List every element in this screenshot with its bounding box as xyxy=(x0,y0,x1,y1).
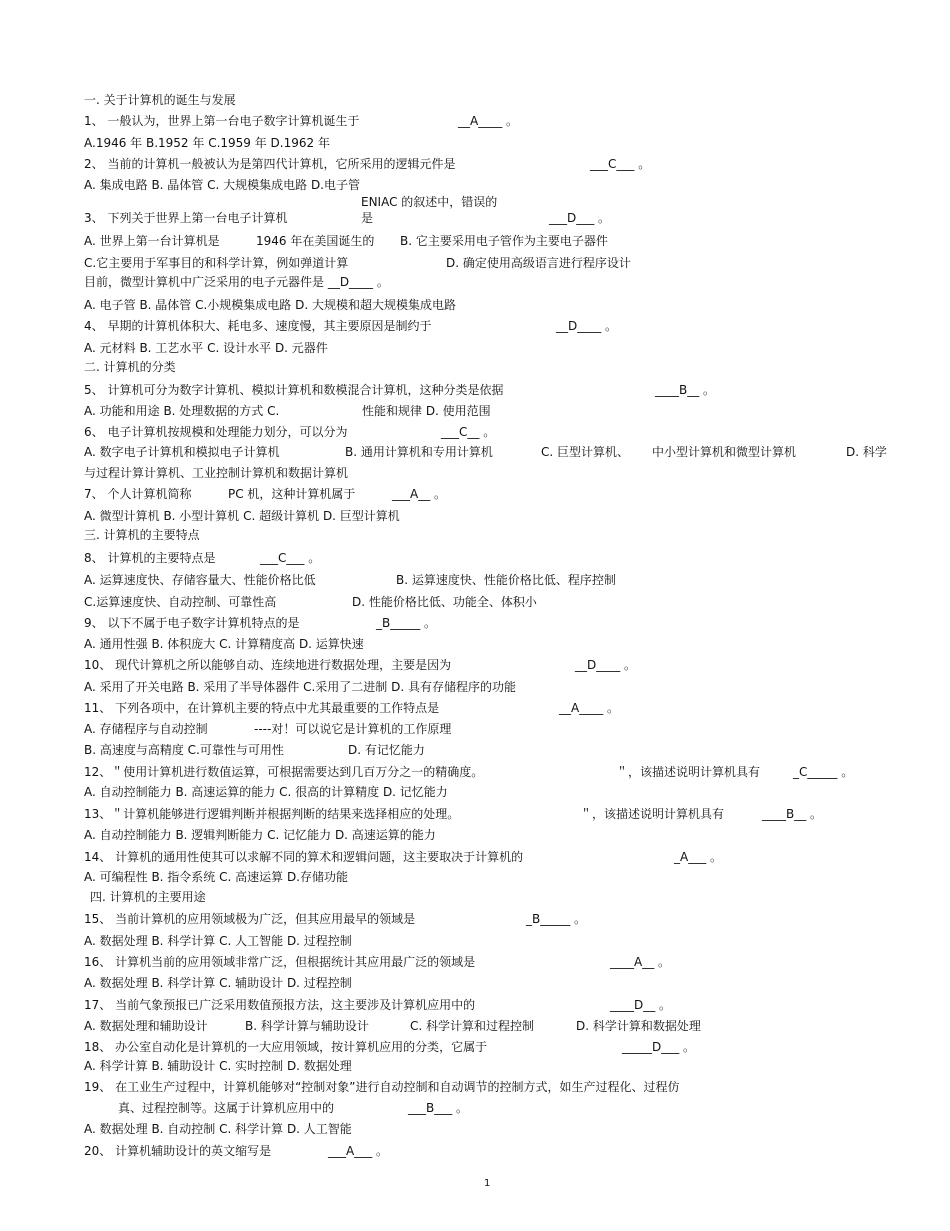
question-line: 8、 计算机的主要特点是 ___C___ 。 xyxy=(84,551,321,565)
answer-blank: _B_____ 。 xyxy=(526,912,587,926)
options-line: A. 功能和用途 B. 处理数据的方式 C. 性能和规律 D. 使用范围 xyxy=(84,404,491,418)
answer-blank: _B_____ 。 xyxy=(376,616,437,630)
options-line: A. 存储程序与自动控制 ----对！可以说它是计算机的工作原理 xyxy=(84,722,452,736)
options-line: A. 自动控制能力 B. 高速运算的能力 C. 很高的计算精度 D. 记忆能力 xyxy=(84,785,448,799)
options-line: A. 元材料 B. 工艺水平 C. 设计水平 D. 元器件 xyxy=(84,341,328,355)
section-heading: 三. 计算机的主要特点 xyxy=(84,528,200,542)
options-line: A. 运算速度快、存储容量大、性能价格比低 B. 运算速度快、性能价格比低、程序控制 xyxy=(84,573,616,587)
options-line: A. 采用了开关电路 B. 采用了半导体器件 C.采用了二进制 D. 具有存储程序的功能 xyxy=(84,680,516,694)
options-line: A. 科学计算 B. 辅助设计 C. 实时控制 D. 数据处理 xyxy=(84,1059,352,1073)
options-line: C.它主要用于军事目的和科学计算，例如弹道计算 D. 确定使用高级语言进行程序设计 xyxy=(84,256,631,270)
options-line: A. 自动控制能力 B. 逻辑判断能力 C. 记忆能力 D. 高速运算的能力 xyxy=(84,828,436,842)
question-line: 20、 计算机辅助设计的英文缩写是 ___A___ 。 xyxy=(84,1144,389,1158)
options-line: A. 数据处理 B. 科学计算 C. 辅助设计 D. 过程控制 xyxy=(84,976,352,990)
options-line: A. 集成电路 B. 晶体管 C. 大规模集成电路 D.电子管 xyxy=(84,178,360,192)
options-line: A. 电子管 B. 晶体管 C.小规模集成电路 D. 大规模和超大规模集成电路 xyxy=(84,298,456,312)
answer-blank: ___A__ 。 xyxy=(392,487,447,501)
answer-blank: ____B__ 。 xyxy=(655,383,716,397)
question-line: 1、 一般认为，世界上第一台电子数字计算机诞生于 __A____ 。 xyxy=(84,114,519,128)
answer-blank: ____B__ 。 xyxy=(762,807,823,821)
question-line: 2、 当前的计算机一般被认为是第四代计算机，它所采用的逻辑元件是 ___C___ 。 xyxy=(84,157,651,171)
options-line: 与过程计算计算机、工业控制计算机和数据计算机 xyxy=(84,466,349,480)
question-line: 19、 在工业生产过程中，计算机能够对“控制对象”进行自动控制和自动调节的控制方式，如生产过程化、过程仿 xyxy=(84,1080,680,1094)
answer-blank: ___C___ 。 xyxy=(590,157,651,171)
options-line: A. 可编程性 B. 指令系统 C. 高速运算 D.存储功能 xyxy=(84,870,348,884)
question-line: 10、 现代计算机之所以能够自动、连续地进行数据处理，主要是因为 __D____ 。 xyxy=(84,658,637,672)
answer-blank: ____A__ 。 xyxy=(610,955,671,969)
section-heading: 四. 计算机的主要用途 xyxy=(90,890,206,904)
question-line: 18、 办公室自动化是计算机的一大应用领域，按计算机应用的分类，它属于 _____D___ 。 xyxy=(84,1040,696,1054)
question-line: 5、 计算机可分为数字计算机、模拟计算机和数模混合计算机，这种分类是依据 ____B__ 。 xyxy=(84,383,716,397)
answer-blank: _C_____ 。 xyxy=(793,765,854,779)
options-line: A. 数字电子计算机和模拟电子计算机 B. 通用计算机和专用计算机 C. 巨型计算机、 中小型计算机和微型计算机 D. 科学 xyxy=(84,445,887,459)
question-line: 17、 当前气象预报已广泛采用数值预报方法，这主要涉及计算机应用中的 ____D__ 。 xyxy=(84,998,672,1012)
question-line: 7、 个人计算机简称 PC 机，这种计算机属于 ___A__ 。 xyxy=(84,487,447,501)
answer-blank: _A___ 。 xyxy=(674,850,723,864)
question-line: 16、 计算机当前的应用领域非常广泛，但根据统计其应用最广泛的领域是 ____A__ 。 xyxy=(84,955,671,969)
answer-blank: __A____ 。 xyxy=(458,114,519,128)
answer-blank: ___C__ 。 xyxy=(441,425,496,439)
page-number: 1 xyxy=(484,1178,491,1189)
options-line: A. 数据处理 B. 科学计算 C. 人工智能 D. 过程控制 xyxy=(84,934,352,948)
options-line: A. 通用性强 B. 体积庞大 C. 计算精度高 D. 运算快速 xyxy=(84,637,364,651)
answer-blank: ___C___ 。 xyxy=(260,551,321,565)
question-line: 6、 电子计算机按规模和处理能力划分，可以分为 ___C__ 。 xyxy=(84,425,496,439)
question-line: 目前，微型计算机中广泛采用的电子元器件是 __D____ 。 xyxy=(84,275,389,289)
question-line-continued: 真、过程控制等。这属于计算机应用中的 ___B___ 。 xyxy=(118,1101,469,1115)
answer-blank: ___D___ 。 xyxy=(549,211,611,225)
section-heading: 二. 计算机的分类 xyxy=(84,360,176,374)
options-line: A. 数据处理和辅助设计 B. 科学计算与辅助设计 C. 科学计算和过程控制 D. 科学计算和数据处理 xyxy=(84,1019,701,1033)
answer-blank: _____D___ 。 xyxy=(622,1040,696,1054)
options-line: A.1946 年 B.1952 年 C.1959 年 D.1962 年 xyxy=(84,136,330,150)
answer-blank: ____D__ 。 xyxy=(610,998,672,1012)
options-line: A. 数据处理 B. 自动控制 C. 科学计算 D. 人工智能 xyxy=(84,1122,352,1136)
options-line: A. 世界上第一台计算机是 1946 年在美国诞生的 B. 它主要采用电子管作为主要电子器件 xyxy=(84,234,608,248)
question-line: 3、 下列关于世界上第一台电子计算机 是 ___D___ 。 xyxy=(84,211,611,225)
question-line: 11、 下列各项中，在计算机主要的特点中尤其最重要的工作特点是 __A____ 。 xyxy=(84,701,620,715)
options-line: B. 高速度与高精度 C.可靠性与可用性 D. 有记忆能力 xyxy=(84,743,425,757)
answer-blank: __A____ 。 xyxy=(559,701,620,715)
options-line: A. 微型计算机 B. 小型计算机 C. 超级计算机 D. 巨型计算机 xyxy=(84,509,400,523)
text-fragment: ENIAC 的叙述中，错误的 xyxy=(361,195,498,209)
question-line: 4、 早期的计算机体积大、耗电多、速度慢，其主要原因是制约于 __D____ 。 xyxy=(84,319,618,333)
question-line: 13、＂计算机能够进行逻辑判断并根据判断的结果来选择相应的处理。 ＂，该描述说明计算机具有 ____B__ 。 xyxy=(84,807,823,821)
answer-blank: ___A___ 。 xyxy=(328,1144,389,1158)
options-line: C.运算速度快、自动控制、可靠性高 D. 性能价格比低、功能全、体积小 xyxy=(84,595,537,609)
answer-blank: __D____ 。 xyxy=(556,319,618,333)
answer-blank: __D____ 。 xyxy=(575,658,637,672)
question-line: 14、 计算机的通用性使其可以求解不同的算术和逻辑问题，这主要取决于计算机的 _A___ 。 xyxy=(84,850,723,864)
section-heading: 一. 关于计算机的诞生与发展 xyxy=(84,93,236,107)
question-line: 15、 当前计算机的应用领域极为广泛，但其应用最早的领域是 _B_____ 。 xyxy=(84,912,587,926)
question-line: 9、 以下不属于电子数字计算机特点的是 _B_____ 。 xyxy=(84,616,437,630)
question-line: 12、＂使用计算机进行数值运算，可根据需要达到几百万分之一的精确度。 ＂，该描述说明计算机具有 _C_____ 。 xyxy=(84,765,854,779)
answer-blank: ___B___ 。 xyxy=(408,1101,469,1115)
